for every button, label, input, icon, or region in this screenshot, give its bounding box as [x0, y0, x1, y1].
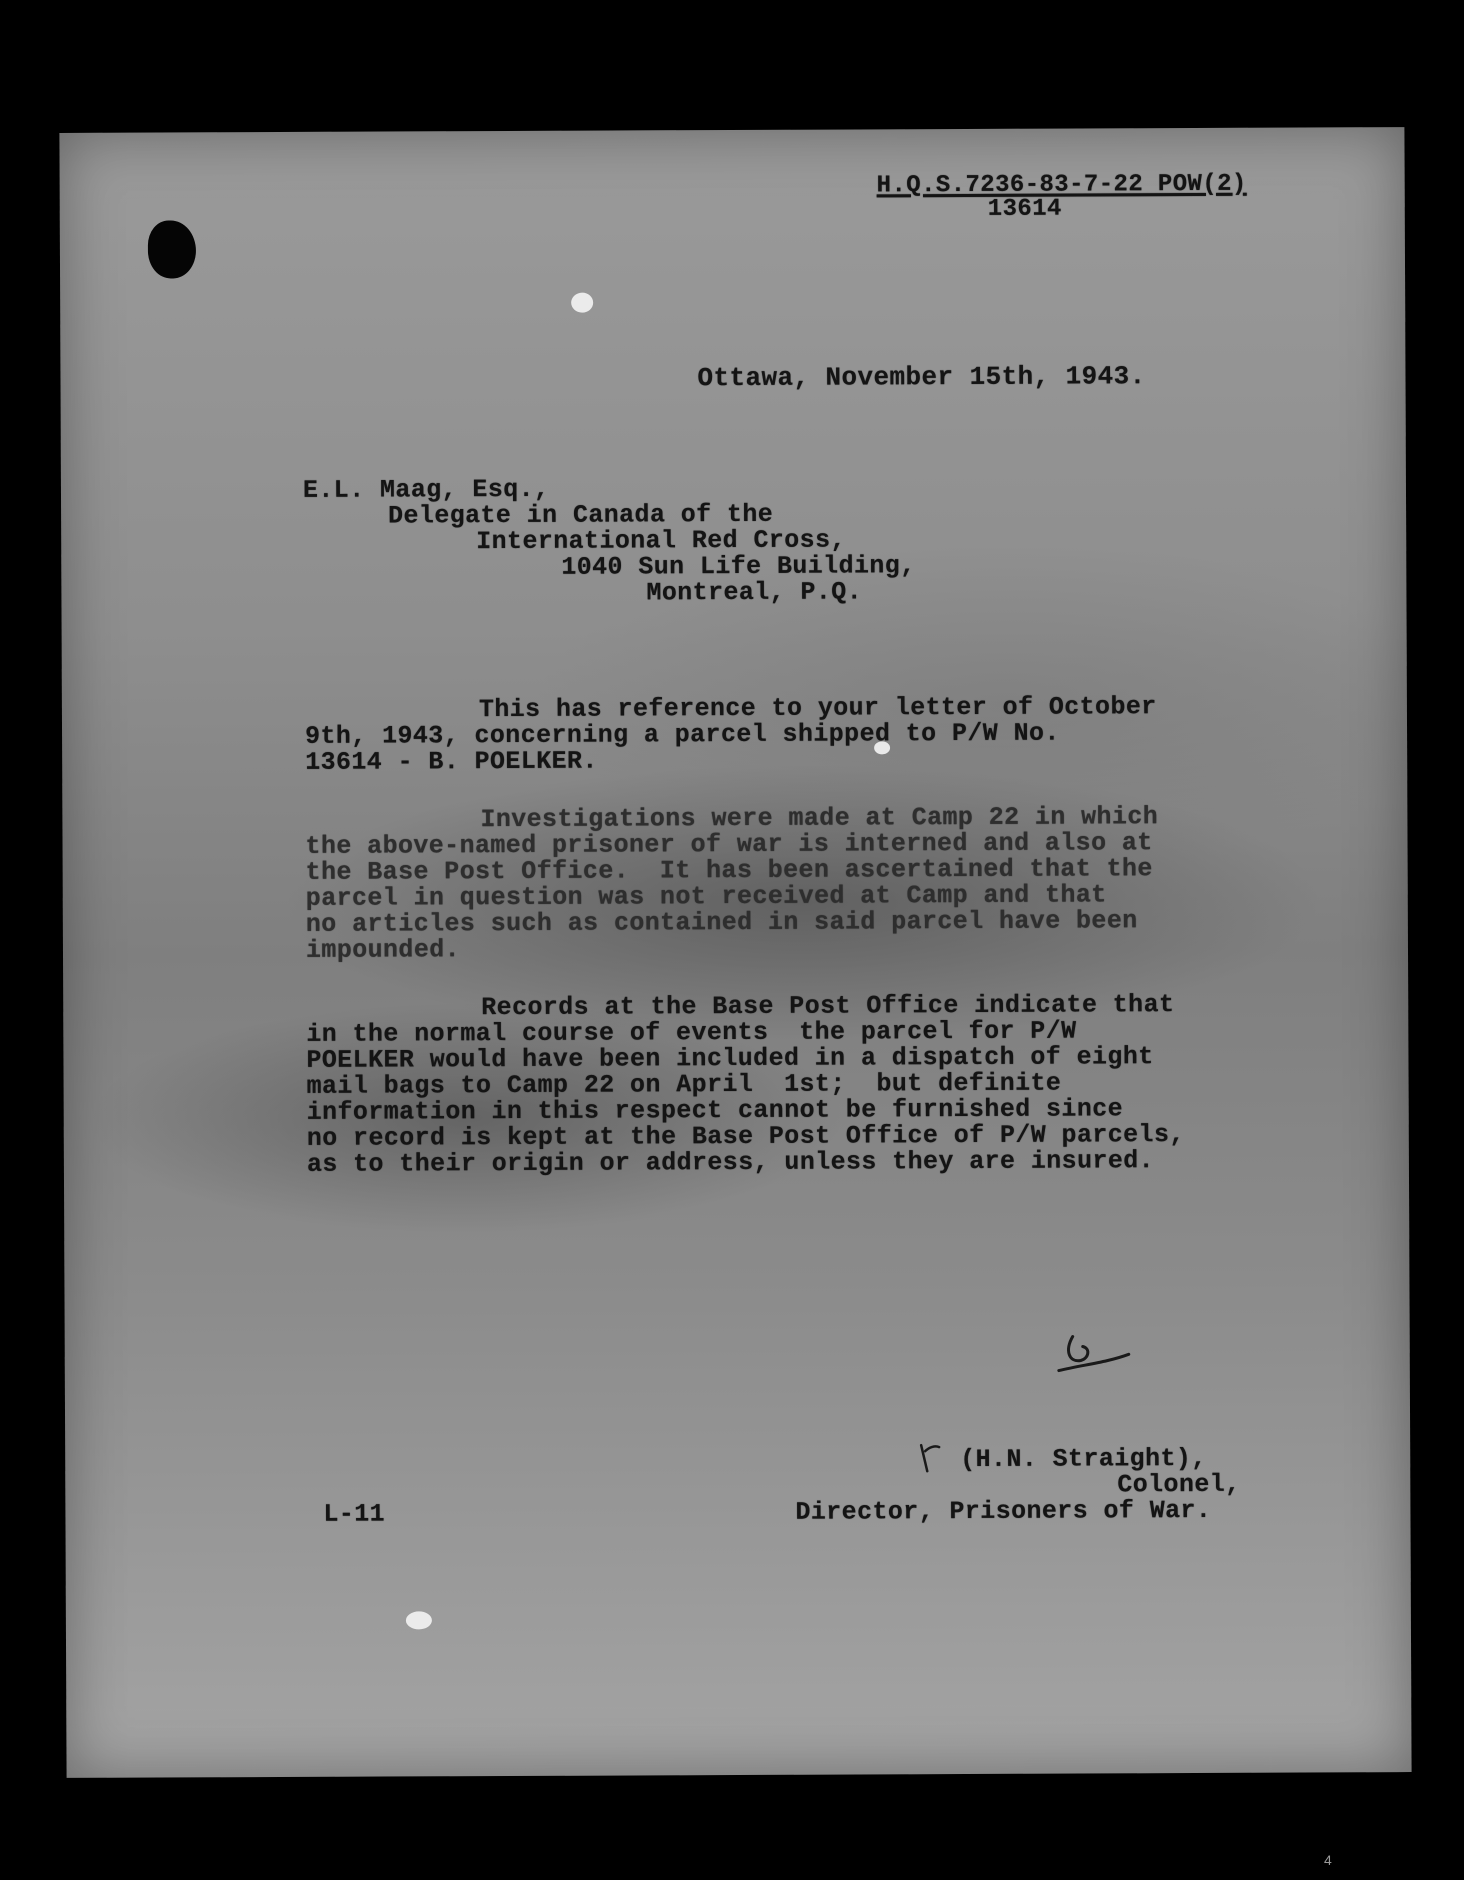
- recipient-title: Delegate in Canada of the: [388, 499, 774, 531]
- signature-position: Director, Prisoners of War.: [795, 1495, 1212, 1527]
- handwritten-initials: [1055, 1328, 1135, 1378]
- para2-line1: Investigations were made at Camp 22 in which: [480, 802, 1159, 835]
- para3-line5: information in this respect cannot be furnished since: [306, 1094, 1124, 1127]
- para2-line4: parcel in question was not received at Camp and that: [305, 880, 1107, 913]
- para3-line1: Records at the Base Post Office indicate that: [481, 990, 1175, 1023]
- para2-line6: impounded.: [305, 935, 461, 965]
- paper-speck: [406, 1611, 432, 1629]
- recipient-address: 1040 Sun Life Building,: [561, 551, 916, 582]
- para3-line7: as to their origin or address, unless they are insured.: [306, 1146, 1155, 1179]
- signature-name: (H.N. Straight),: [960, 1443, 1207, 1475]
- para3-line6: no record is kept at the Base Post Office of P/W parcels,: [306, 1120, 1185, 1153]
- para3-line4: mail bags to Camp 22 on April 1st; but definite: [306, 1068, 1062, 1101]
- para2-line5: no articles such as contained in said parcel have been: [305, 906, 1138, 939]
- para2-line3: the Base Post Office. It has been ascertained that the: [305, 854, 1153, 887]
- recipient-city: Montreal, P.Q.: [646, 577, 863, 608]
- typist-reference: L-11: [323, 1499, 386, 1529]
- signature-rank: Colonel,: [1117, 1469, 1241, 1500]
- recipient-name: E.L. Maag, Esq.,: [302, 474, 550, 505]
- place-date: Ottawa, November 15th, 1943.: [697, 361, 1146, 394]
- para2-line2: the above-named prisoner of war is interned and also at: [305, 828, 1153, 861]
- paper-speck: [571, 293, 593, 313]
- para1-line1: This has reference to your letter of October: [478, 692, 1157, 725]
- recipient-organization: International Red Cross,: [476, 525, 846, 557]
- handwritten-tick: [915, 1441, 945, 1477]
- page-number: 4: [1324, 1852, 1332, 1868]
- ink-blot: [148, 220, 196, 278]
- para3-line3: POELKER would have been included in a dispatch of eight: [306, 1042, 1154, 1075]
- para3-line2: in the normal course of events the parcel for P/W: [306, 1016, 1077, 1049]
- file-reference-line1: H.Q.S.7236-83-7-22 POW(2): [876, 170, 1247, 200]
- file-reference-line2: 13614: [987, 195, 1062, 223]
- para1-line2: 9th, 1943, concerning a parcel shipped to P/W No.: [304, 718, 1060, 751]
- para1-line3: 13614 - B. POELKER.: [305, 746, 598, 777]
- letter-sheet: [59, 127, 1411, 1778]
